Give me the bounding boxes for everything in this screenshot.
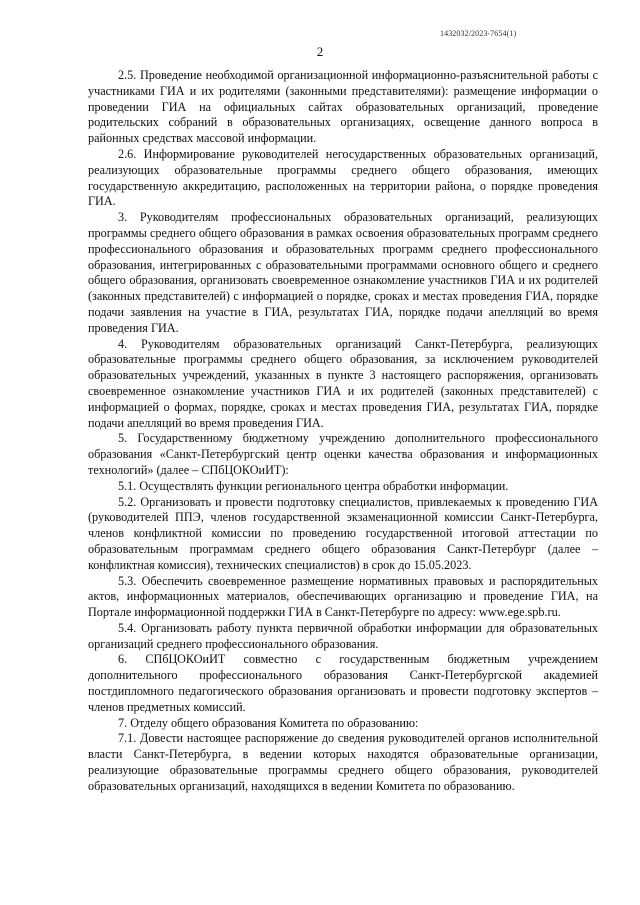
document-body: [88, 68, 598, 795]
paragraph-2-6: 2.6. Информирование руководителей негосударственных образовательных организаций, реализующих образовательные программы среднего общего образования, имеющих государственную аккредитацию, расположенных на территории района, о порядке проведения ГИА.: [88, 146, 598, 209]
paragraph-5-3: 5.3. Обеспечить своевременное размещение нормативных правовых и распорядительных актов, информационных материалов, обеспечивающих организацию и проведение ГИА, на Портале информационной поддержки ГИА в Санкт-Петербурге по адресу: www.ege.spb.ru.: [88, 573, 598, 620]
paragraph-4: 4. Руководителям образовательных организаций Санкт-Петербурга, реализующих образовательные программы среднего общего образования, за исключением руководителей образовательных учреждений, указанных в пункте 3 настоящего распоряжения, организовать своевременное ознакомление участников ГИА и их родителей (законных представителей) с информацией о формах, порядке, сроках и местах проведения ГИА, результатах ГИА, порядке подачи апелляций во время проведения ГИА.: [88, 336, 598, 430]
paragraph-5: 5. Государственному бюджетному учреждению дополнительного профессионального образования «Санкт-Петербургский центр оценки качества образования и информационных технологий» (далее – СПбЦОКОиИТ):: [88, 431, 598, 477]
paragraph-6: 6. СПбЦОКОиИТ совместно с государственным бюджетным учреждением дополнительного профессионального образования Санкт-Петербургской академией постдипломного педагогического образования организовать и провести подготовку экспертов – членов предметных комиссий.: [88, 652, 598, 714]
paragraph-7-1: 7.1. Довести настоящее распоряжение до сведения руководителей органов исполнительной власти Санкт-Петербурга, в ведении которых находятся образовательные организации, реализующие образовательные программы среднего общего образования, руководителей образовательных организаций, находящихся в ведении Комитета по образованию.: [88, 731, 598, 793]
document-id: 1432032/2023-7654(1): [440, 29, 517, 38]
paragraph-5-2: 5.2. Организовать и провести подготовку специалистов, привлекаемых к проведению ГИА (руководителей ППЭ, членов государственной экзаменационной комиссии Санкт-Петербурга, членов конфликтной комиссии по проведению государственной итоговой аттестации по образовательным программам среднего общего образования Санкт-Петербург (далее – конфликтная комиссия), технических специалистов) в срок до 15.05.2023.: [88, 494, 598, 572]
paragraph-7: 7. Отделу общего образования Комитета по образованию:: [118, 715, 419, 730]
page-number: 2: [316, 44, 324, 59]
paragraph-2-5: 2.5. Проведение необходимой организационной информационно-разъяснительной работы с участниками ГИА и их родителями (законными представителями): размещение информации о проведении ГИА на официальных сайтах образовательных организаций, проведение родительских собраний в образовательных организациях, освещение данного вопроса в районных средствах массовой информации.: [88, 68, 598, 146]
paragraph-5-4: 5.4. Организовать работу пункта первичной обработки информации для образовательных организаций среднего профессионального образования.: [88, 620, 598, 651]
paragraph-5-1: 5.1. Осуществлять функции регионального центра обработки информации.: [118, 478, 509, 493]
paragraph-3: 3. Руководителям профессиональных образовательных организаций, реализующих программы среднего общего образования в рамках освоения образовательных программ среднего профессионального образования и образовательных программ среднего профессионального образования, интегрированных с образовательными программами основного общего и среднего общего образования, организовать своевременное ознакомление участников ГИА и их родителей (законных представителей) с информацией о порядке, сроках и местах проведения ГИА, порядке подачи заявления на участие в ГИА, результатах ГИА, порядке подачи апелляций во время проведения ГИА.: [88, 210, 598, 335]
